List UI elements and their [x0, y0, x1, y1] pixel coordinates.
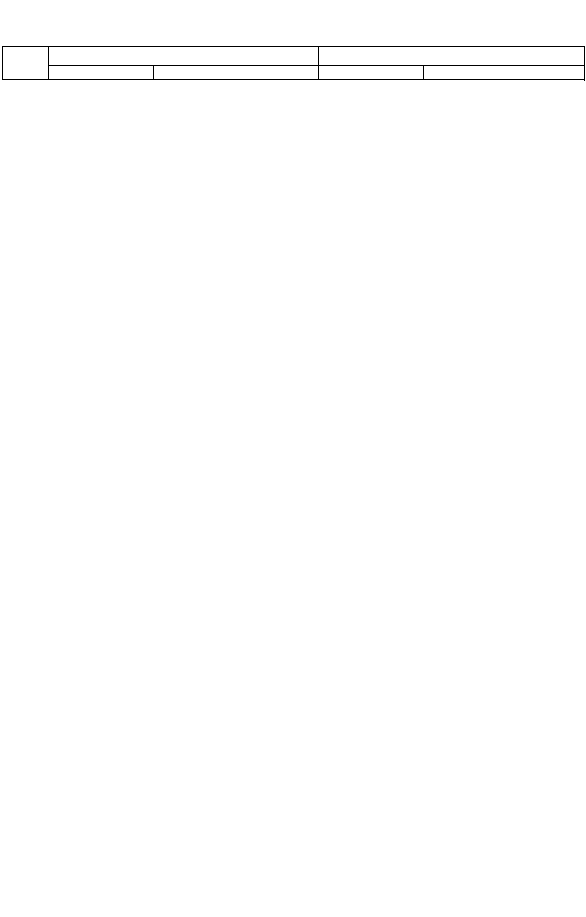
- depositos-header-nominal-2: [154, 66, 319, 80]
- depositos-header-nominal-1: [49, 66, 154, 80]
- depositos-header-real-1: [319, 66, 424, 80]
- depositos-header-real-2: [424, 66, 585, 80]
- table-header: [3, 47, 585, 80]
- group-header-nominal: [49, 47, 319, 66]
- year-month-header: [3, 47, 49, 80]
- group-header-real: [319, 47, 585, 66]
- money-supply-table: [2, 46, 585, 80]
